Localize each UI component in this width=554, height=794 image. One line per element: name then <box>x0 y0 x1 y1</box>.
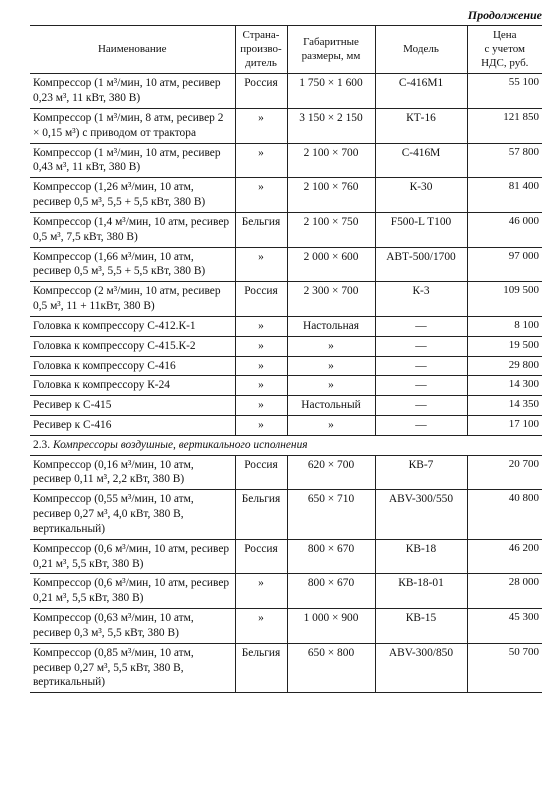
cell-size: » <box>287 356 375 376</box>
table-row <box>30 247 542 282</box>
cell-country: Бельгия <box>235 490 287 539</box>
cell-country: » <box>235 356 287 376</box>
cell-model: КВ-18 <box>375 539 467 574</box>
cell-country: » <box>235 178 287 213</box>
cell-name: Компрессор (1 м³/мин, 10 атм, ресивер 0,23 м³, 11 кВт, 380 В) <box>30 74 235 109</box>
cell-model: — <box>375 415 467 435</box>
cell-country: » <box>235 108 287 143</box>
table-row <box>30 178 542 213</box>
cell-name: Компрессор (1,26 м³/мин, 10 атм, ресивер 0,5 м³, 5,5 + 5,5 кВт, 380 В) <box>30 178 235 213</box>
cell-size: 2 100 × 700 <box>287 143 375 178</box>
cell-size: 3 150 × 2 150 <box>287 108 375 143</box>
cell-model: С-416М1 <box>375 74 467 109</box>
table-row <box>30 212 542 247</box>
continuation-label: Продолжение <box>467 8 542 22</box>
cell-model: — <box>375 336 467 356</box>
table-row <box>30 609 542 644</box>
cell-size: » <box>287 376 375 396</box>
cell-country: Россия <box>235 282 287 317</box>
cell-size: 620 × 700 <box>287 455 375 490</box>
cell-size: 800 × 670 <box>287 574 375 609</box>
cell-name: Ресивер к С-416 <box>30 415 235 435</box>
cell-country: » <box>235 316 287 336</box>
cell-country: » <box>235 415 287 435</box>
cell-model: КВ-18-01 <box>375 574 467 609</box>
cell-price: 29 800 <box>467 356 542 376</box>
cell-country: » <box>235 247 287 282</box>
table-row <box>30 455 542 490</box>
cell-country: Бельгия <box>235 643 287 692</box>
cell-size: 1 750 × 1 600 <box>287 74 375 109</box>
cell-country: » <box>235 396 287 416</box>
cell-size: Настольная <box>287 316 375 336</box>
cell-price: 46 000 <box>467 212 542 247</box>
cell-price: 20 700 <box>467 455 542 490</box>
cell-name: Компрессор (1 м³/мин, 8 атм, ресивер 2 × 0,15 м³) с приводом от трактора <box>30 108 235 143</box>
cell-name: Компрессор (0,6 м³/мин, 10 атм, ресивер 0,21 м³, 5,5 кВт, 380 В) <box>30 574 235 609</box>
cell-country: » <box>235 574 287 609</box>
cell-size: 2 000 × 600 <box>287 247 375 282</box>
header-price: Цена с учетом НДС, руб. <box>467 26 542 74</box>
cell-price: 50 700 <box>467 643 542 692</box>
cell-model: — <box>375 396 467 416</box>
cell-model: — <box>375 316 467 336</box>
cell-size: » <box>287 336 375 356</box>
section-row <box>30 435 542 455</box>
cell-name: Компрессор (0,6 м³/мин, 10 атм, ресивер 0,21 м³, 5,5 кВт, 380 В) <box>30 539 235 574</box>
cell-name: Головка к компрессору С-415.К-2 <box>30 336 235 356</box>
table-row <box>30 282 542 317</box>
cell-model: ABV-300/850 <box>375 643 467 692</box>
cell-model: КВ-15 <box>375 609 467 644</box>
cell-size: 2 300 × 700 <box>287 282 375 317</box>
cell-country: » <box>235 376 287 396</box>
header-model: Модель <box>375 26 467 74</box>
table-row <box>30 108 542 143</box>
cell-price: 97 000 <box>467 247 542 282</box>
cell-price: 81 400 <box>467 178 542 213</box>
cell-model: — <box>375 356 467 376</box>
cell-name: Компрессор (0,85 м³/мин, 10 атм, ресивер 0,27 м³, 5,5 кВт, 380 В, вертикальный) <box>30 643 235 692</box>
table-row <box>30 356 542 376</box>
header-country: Страна- произво- дитель <box>235 26 287 74</box>
table-row <box>30 316 542 336</box>
table-row <box>30 336 542 356</box>
cell-size: 800 × 670 <box>287 539 375 574</box>
table-row <box>30 143 542 178</box>
table-header <box>30 26 542 74</box>
cell-model: АВТ-500/1700 <box>375 247 467 282</box>
header-name: Наименование <box>30 26 235 74</box>
cell-price: 109 500 <box>467 282 542 317</box>
cell-country: Бельгия <box>235 212 287 247</box>
cell-price: 57 800 <box>467 143 542 178</box>
cell-price: 14 350 <box>467 396 542 416</box>
cell-name: Компрессор (1,66 м³/мин, 10 атм, ресивер 0,5 м³, 5,5 + 5,5 кВт, 380 В) <box>30 247 235 282</box>
cell-name: Компрессор (0,55 м³/мин, 10 атм, ресивер 0,27 м³, 4,0 кВт, 380 В, вертикальный) <box>30 490 235 539</box>
table-row <box>30 490 542 539</box>
cell-model: — <box>375 376 467 396</box>
cell-price: 121 850 <box>467 108 542 143</box>
header-size: Габаритные размеры, мм <box>287 26 375 74</box>
cell-country: » <box>235 609 287 644</box>
cell-model: К-3 <box>375 282 467 317</box>
price-table <box>30 25 542 693</box>
cell-size: 650 × 710 <box>287 490 375 539</box>
cell-price: 40 800 <box>467 490 542 539</box>
section-heading: 2.3. Компрессоры воздушные, вертикального исполнения <box>30 435 542 455</box>
cell-size: 2 100 × 750 <box>287 212 375 247</box>
table-row <box>30 539 542 574</box>
cell-price: 55 100 <box>467 74 542 109</box>
cell-price: 8 100 <box>467 316 542 336</box>
cell-name: Компрессор (0,16 м³/мин, 10 атм, ресивер 0,11 м³, 2,2 кВт, 380 В) <box>30 455 235 490</box>
cell-model: С-416М <box>375 143 467 178</box>
cell-size: Настольный <box>287 396 375 416</box>
cell-model: К-30 <box>375 178 467 213</box>
table-row <box>30 643 542 692</box>
table-row <box>30 396 542 416</box>
cell-country: Россия <box>235 455 287 490</box>
cell-model: КВ-7 <box>375 455 467 490</box>
cell-model: КТ-16 <box>375 108 467 143</box>
cell-name: Головка к компрессору С-412.К-1 <box>30 316 235 336</box>
table-row <box>30 415 542 435</box>
cell-model: ABV-300/550 <box>375 490 467 539</box>
cell-price: 19 500 <box>467 336 542 356</box>
cell-name: Компрессор (1,4 м³/мин, 10 атм, ресивер 0,5 м³, 7,5 кВт, 380 В) <box>30 212 235 247</box>
cell-name: Компрессор (1 м³/мин, 10 атм, ресивер 0,43 м³, 11 кВт, 380 В) <box>30 143 235 178</box>
cell-price: 28 000 <box>467 574 542 609</box>
cell-country: Россия <box>235 539 287 574</box>
cell-name: Головка к компрессору К-24 <box>30 376 235 396</box>
cell-price: 14 300 <box>467 376 542 396</box>
cell-price: 46 200 <box>467 539 542 574</box>
cell-size: 650 × 800 <box>287 643 375 692</box>
table-row <box>30 376 542 396</box>
cell-country: » <box>235 336 287 356</box>
cell-country: » <box>235 143 287 178</box>
cell-size: 2 100 × 760 <box>287 178 375 213</box>
cell-price: 45 300 <box>467 609 542 644</box>
cell-name: Ресивер к С-415 <box>30 396 235 416</box>
cell-size: » <box>287 415 375 435</box>
cell-name: Компрессор (0,63 м³/мин, 10 атм, ресивер 0,3 м³, 5,5 кВт, 380 В) <box>30 609 235 644</box>
table-row <box>30 574 542 609</box>
cell-model: F500-L T100 <box>375 212 467 247</box>
table-row <box>30 74 542 109</box>
cell-name: Компрессор (2 м³/мин, 10 атм, ресивер 0,5 м³, 11 + 11кВт, 380 В) <box>30 282 235 317</box>
cell-name: Головка к компрессору С-416 <box>30 356 235 376</box>
cell-size: 1 000 × 900 <box>287 609 375 644</box>
cell-price: 17 100 <box>467 415 542 435</box>
cell-country: Россия <box>235 74 287 109</box>
